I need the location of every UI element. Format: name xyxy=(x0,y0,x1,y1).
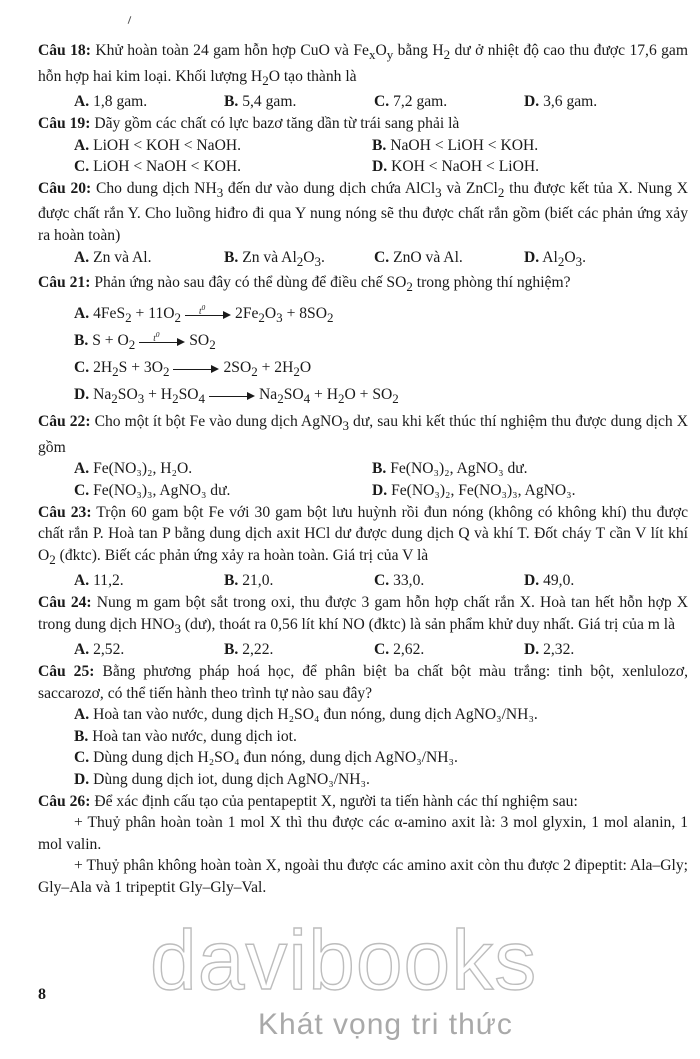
reaction-arrow-icon xyxy=(209,386,255,406)
option-c: C. Fe(NO₃)₃, AgNO₃ dư. xyxy=(74,481,231,499)
option-c: C. 7,2 gam. xyxy=(374,93,448,111)
option-c: C. 33,0. xyxy=(374,572,425,590)
reaction-arrow-icon: $t^0$ xyxy=(185,305,231,325)
question-label: Câu 19: xyxy=(38,115,91,132)
question-label: Câu 26: xyxy=(38,792,91,810)
option-d: D. Dùng dung dịch iot, dung dịch AgNO₃/NH₃. xyxy=(74,770,370,788)
question-label: Câu 23: xyxy=(38,503,92,521)
option-d: D. $Al_2O_3$. xyxy=(524,248,586,269)
option-b: B. 21,0. xyxy=(224,572,274,590)
option-c: C. Dùng dung dịch H₂SO₄ đun nóng, dung dịch AgNO₃/NH₃. xyxy=(74,749,458,767)
answer-options xyxy=(74,570,688,592)
question-23: Câu 23: Trộn 60 gam bột Fe với 30 gam bột lưu huỳnh rồi đun nóng (không có không khí) thu được chất rắn P. Hoà tan P bằng dung dịch axit HCl dư được dung dịch Q và khí T. Đốt cháy T cần V lít khí $O_2$ (đktc). Biết các phản ứng xảy ra hoàn toàn. Giá trị của V là xyxy=(38,503,688,567)
question-label: Câu 24: xyxy=(38,594,92,612)
option-b: B. 2,22. xyxy=(224,641,274,659)
question-26: Câu 26: Để xác định cấu tạo của pentapeptit X, người ta tiến hành các thí nghiệm sau: xyxy=(38,792,578,810)
option-b: B. 5,4 gam. xyxy=(224,93,297,111)
option-d: D. Fe(NO₃)₂, Fe(NO₃)₃, AgNO₃. xyxy=(372,481,576,499)
answer-options xyxy=(74,135,688,157)
experiment-2: + Thuỷ phân không hoàn toàn X, ngoài thu được các amino axit còn thu được 2 đipeptit: Ala–Gly; Gly–Ala và 1 tripeptit Gly–Gly–Val. xyxy=(38,857,688,896)
option-d: D. 2,32. xyxy=(524,641,575,659)
question-25: Câu 25: Bằng phương pháp hoá học, để phân biệt ba chất bột màu trắng: tinh bột, xenlulozơ, saccarozơ, có thể tiến hành theo trình tự nào sau đây? xyxy=(38,662,688,702)
page-number: 8 xyxy=(38,986,46,1003)
reaction-arrow-icon: $t^0$ xyxy=(139,332,185,352)
option-b: B. Fe(NO₃)₂, AgNO₃ dư. xyxy=(372,460,528,478)
equation-c: C. $2H_2S + 3O_2$ $2SO_2 + 2H_2O$ xyxy=(74,359,312,380)
equation-a: A. $4FeS_2 + 11O_2$ $t^0$ $2Fe_2O_3 + 8SO_2$ xyxy=(74,302,334,326)
equation-b: B. $S + O_2$ $t^0$ $SO_2$ xyxy=(74,329,216,353)
option-c: C. ZnO và Al. xyxy=(374,248,463,266)
option-a: A. Fe(NO₃)₂, H₂O. xyxy=(74,460,193,478)
option-b: B. Zn và $Al_2O_3$. xyxy=(224,248,325,269)
option-a: A. Zn và Al. xyxy=(74,248,152,266)
option-a: A. Hoà tan vào nước, dung dịch H₂SO₄ đun nóng, dung dịch AgNO₃/NH₃. xyxy=(74,706,538,724)
option-d: D. 49,0. xyxy=(524,572,575,590)
answer-options xyxy=(74,156,688,178)
answer-options xyxy=(74,639,688,661)
document-page xyxy=(38,40,688,898)
question-label: Câu 18: xyxy=(38,42,91,59)
option-b: B. Hoà tan vào nước, dung dịch iot. xyxy=(74,727,297,745)
option-a: A. 2,52. xyxy=(74,641,125,659)
option-a: A. 11,2. xyxy=(74,572,124,590)
question-label: Câu 20: xyxy=(38,179,92,197)
scan-mark xyxy=(128,16,132,24)
answer-options xyxy=(74,91,688,113)
question-20: Câu 20: Cho dung dịch $NH_3$ đến dư vào dung dịch chứa AlCl$_3$ và ZnCl$_2$ thu được kết tủa X. Nung X được chất rắn Y. Cho luồng hiđro đi qua Y nung nóng sẽ thu được chất rắn gồm (biết các phản ứng xảy ra hoàn toàn) xyxy=(38,179,688,245)
experiment-1: + Thuỷ phân hoàn toàn 1 mol X thì thu được các α-amino axit là: 3 mol glyxin, 1 mol alanin, 1 mol valin. xyxy=(38,814,688,853)
reaction-arrow-icon xyxy=(173,359,219,379)
answer-options xyxy=(74,480,688,502)
question-label: Câu 22: xyxy=(38,413,91,431)
option-a: A. LiOH < KOH < NaOH. xyxy=(74,136,242,154)
question-19: Câu 19: Dãy gồm các chất có lực bazơ tăng dần từ trái sang phải là xyxy=(38,115,460,132)
equation-d: D. $Na_2SO_3 + H_2SO_4$ $Na_2SO_4 + H_2O + SO_2$ xyxy=(74,386,399,407)
option-b: B. NaOH < LiOH < KOH. xyxy=(372,136,539,154)
question-label: Câu 25: xyxy=(38,662,95,680)
option-c: C. LiOH < NaOH < KOH. xyxy=(74,158,242,176)
question-label: Câu 21: xyxy=(38,274,91,292)
option-c: C. 2,62. xyxy=(374,641,425,659)
question-21: Câu 21: Phản ứng nào sau đây có thể dùng để điều chế $SO_2$ trong phòng thí nghiệm? xyxy=(38,274,571,295)
answer-options xyxy=(74,247,688,273)
option-d: D. KOH < NaOH < LiOH. xyxy=(372,158,540,176)
watermark-slogan: Khát vọng tri thức xyxy=(258,1008,513,1041)
watermark-brand: davibooks xyxy=(150,913,538,1007)
question-22: Câu 22: Cho một ít bột Fe vào dung dịch AgNO$_3$ dư, sau khi kết thúc thí nghiệm thu được dung dịch X gồm xyxy=(38,413,688,456)
question-24: Câu 24: Nung m gam bột sắt trong oxi, thu được 3 gam hỗn hợp chất rắn X. Hoà tan hết hỗn hợp X trong dung dịch $HNO_3$ (dư), thoát ra 0,56 lít khí NO (đktc) là sản phẩm khử duy nhất. Giá trị của m là xyxy=(38,594,688,636)
option-d: D. 3,6 gam. xyxy=(524,93,598,111)
question-18: Câu 18: Khử hoàn toàn 24 gam hỗn hợp CuO và $Fe_xO_y$ bằng $H_2$ dư ở nhiệt độ cao thu được 17,6 gam hỗn hợp hai kim loại. Khối lượng $H_2O$ tạo thành là xyxy=(38,42,688,88)
option-a: A. 1,8 gam. xyxy=(74,93,148,111)
answer-options xyxy=(74,458,688,480)
